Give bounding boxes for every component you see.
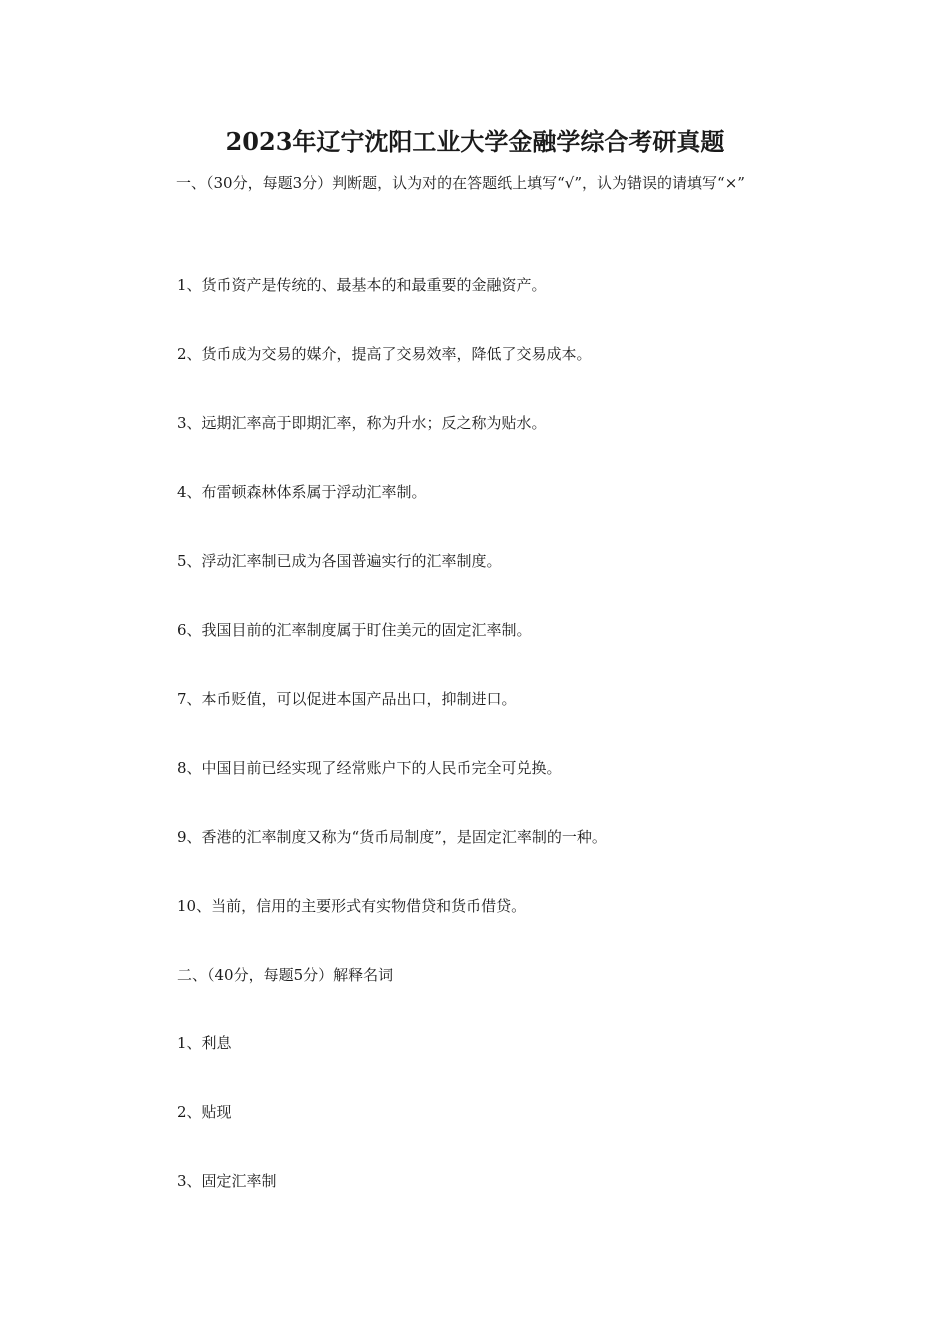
question-item: 10、当前，信用的主要形式有实物借贷和货币借贷。: [177, 897, 527, 915]
question-item: 7、本币贬值，可以促进本国产品出口，抑制进口。: [177, 690, 517, 708]
section1-instruction: 一、（30分，每题3分）判断题，认为对的在答题纸上填写“√”，认为错误的请填写“×”: [176, 174, 745, 192]
question-item: 3、远期汇率高于即期汇率，称为升水；反之称为贴水。: [177, 414, 547, 432]
question-item: 8、中国目前已经实现了经常账户下的人民币完全可兑换。: [177, 759, 562, 777]
document-title: 2023年辽宁沈阳工业大学金融学综合考研真题: [225, 127, 725, 156]
question-item: 2、货币成为交易的媒介，提高了交易效率，降低了交易成本。: [177, 345, 592, 363]
term-item: 3、固定汇率制: [177, 1172, 277, 1190]
question-item: 5、浮动汇率制已成为各国普遍实行的汇率制度。: [177, 552, 502, 570]
question-item: 6、我国目前的汇率制度属于盯住美元的固定汇率制。: [177, 621, 532, 639]
question-item: 9、香港的汇率制度又称为“货币局制度”，是固定汇率制的一种。: [177, 828, 607, 846]
term-item: 2、贴现: [177, 1103, 232, 1121]
question-item: 1、货币资产是传统的、最基本的和最重要的金融资产。: [177, 276, 547, 294]
section2-heading: 二、（40分，每题5分）解释名词: [177, 966, 394, 984]
question-item: 4、布雷顿森林体系属于浮动汇率制。: [177, 483, 427, 501]
term-item: 1、利息: [177, 1034, 232, 1052]
